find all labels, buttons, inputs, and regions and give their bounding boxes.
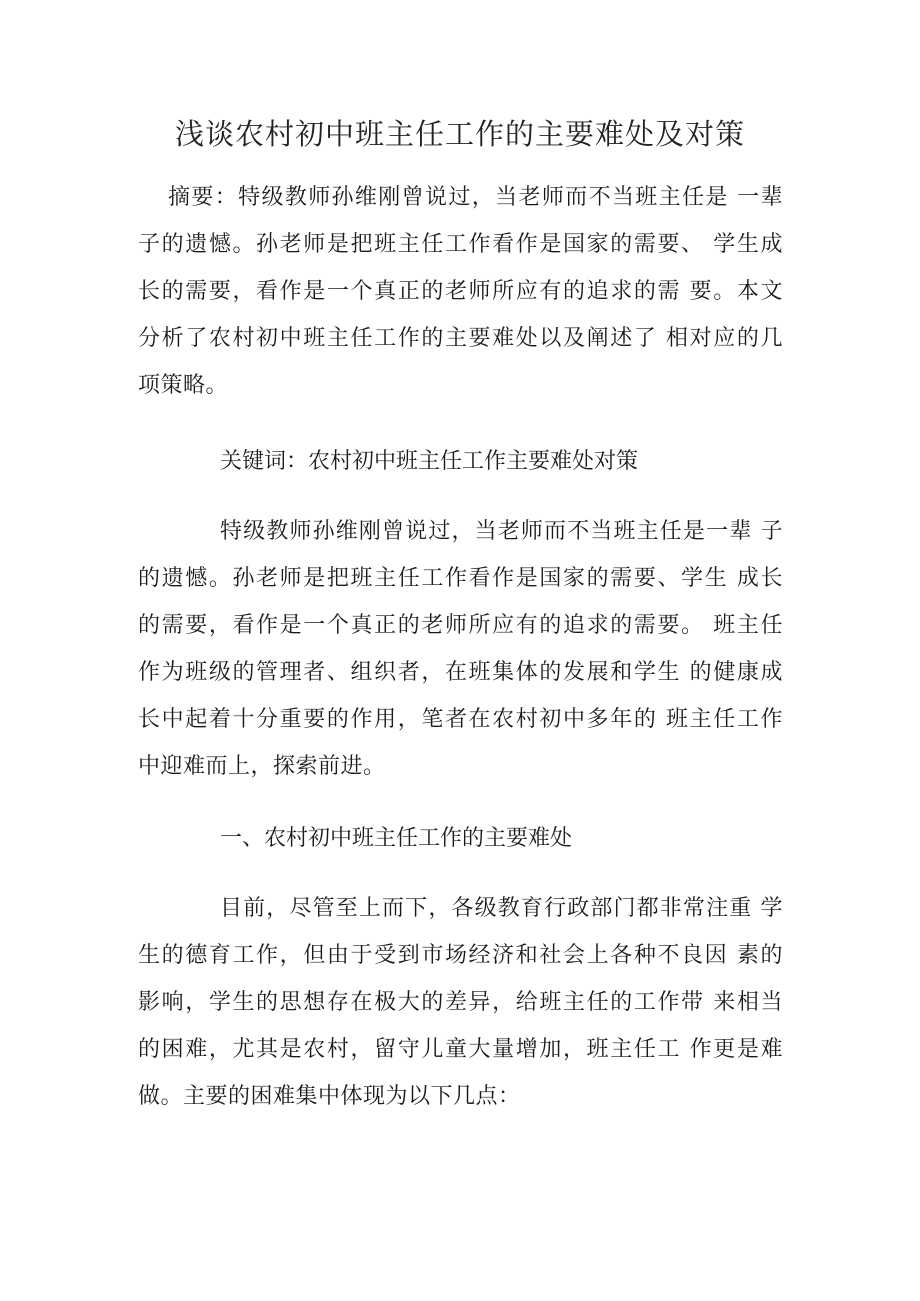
abstract-line: 摘要：特级教师孙维刚曾说过，当老师而不当班主任是 一辈 (168, 185, 783, 210)
abstract-line: 长的需要，看作是一个真正的老师所应有的追求的需 要。本文 (138, 279, 783, 304)
intro-paragraph (138, 508, 783, 790)
keywords-text: 关键词：农村初中班主任工作主要难处对策 (220, 449, 639, 474)
section-line: 做。主要的困难集中体现为以下几点： (138, 1084, 521, 1109)
intro-line: 中迎难而上，探索前进。 (138, 754, 386, 779)
section-paragraph (138, 885, 783, 1120)
keywords-line (138, 438, 783, 485)
section-heading-text: 一、农村初中班主任工作的主要难处 (220, 826, 573, 851)
intro-line: 特级教师孙维刚曾说过，当老师而不当班主任是一辈 子 (220, 519, 783, 544)
section-line: 的困难，尤其是农村，留守儿童大量增加，班主任工 作更是难 (138, 1037, 783, 1062)
abstract-paragraph (138, 174, 783, 409)
section-line: 生的德育工作，但由于受到市场经济和社会上各种不良因 素的 (138, 943, 783, 968)
section-line: 影响，学生的思想存在极大的差异，给班主任的工作带 来相当 (138, 990, 783, 1015)
intro-line: 长中起着十分重要的作用，笔者在农村初中多年的 班主任工作 (138, 707, 783, 732)
intro-line: 作为班级的管理者、组织者，在班集体的发展和学生 的健康成 (138, 660, 783, 685)
section-line: 目前，尽管至上而下，各级教育行政部门都非常注重 学 (220, 896, 783, 921)
intro-line: 的遗憾。孙老师是把班主任工作看作是国家的需要、学生 成长 (138, 566, 783, 591)
abstract-line: 分析了农村初中班主任工作的主要难处以及阐述了 相对应的几 (138, 326, 783, 351)
abstract-line: 子的遗憾。孙老师是把班主任工作看作是国家的需要、 学生成 (138, 232, 783, 257)
document-title: 浅谈农村初中班主任工作的主要难处及对策 (174, 117, 745, 151)
abstract-line: 项策略。 (138, 373, 229, 398)
intro-line: 的需要，看作是一个真正的老师所应有的追求的需要。 班主任 (138, 613, 783, 638)
section-heading (138, 815, 783, 862)
